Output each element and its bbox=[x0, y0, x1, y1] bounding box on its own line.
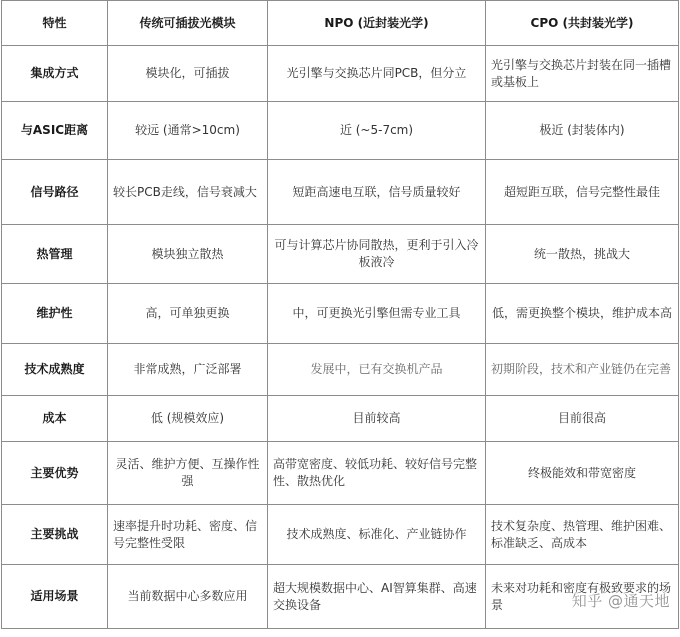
cell-pluggable: 灵活、维护方便、互操作性强 bbox=[108, 442, 268, 505]
table-row bbox=[2, 46, 679, 102]
table-row bbox=[2, 284, 679, 344]
cell-pluggable: 高，可单独更换 bbox=[108, 284, 268, 344]
cell-pluggable: 当前数据中心多数应用 bbox=[108, 565, 268, 629]
header-pluggable: 传统可插拔光模块 bbox=[108, 1, 268, 46]
row-label: 集成方式 bbox=[2, 46, 108, 102]
cell-npo: 近 (~5-7cm) bbox=[268, 102, 486, 160]
cell-npo: 可与计算芯片协同散热，更利于引入冷板液冷 bbox=[268, 225, 486, 284]
row-label: 主要挑战 bbox=[2, 505, 108, 565]
cell-npo: 高带宽密度、较低功耗、较好信号完整性、散热优化 bbox=[268, 442, 486, 505]
cell-npo: 发展中，已有交换机产品 bbox=[268, 344, 486, 396]
cell-cpo: 超短距互联，信号完整性最佳 bbox=[486, 160, 679, 225]
cell-pluggable: 低 (规模效应) bbox=[108, 396, 268, 442]
cell-pluggable: 模块化，可插拔 bbox=[108, 46, 268, 102]
header-cpo: CPO (共封装光学) bbox=[486, 1, 679, 46]
cell-cpo: 光引擎与交换芯片封装在同一插槽或基板上 bbox=[486, 46, 679, 102]
cell-cpo: 初期阶段，技术和产业链仍在完善 bbox=[486, 344, 679, 396]
cell-cpo: 终极能效和带宽密度 bbox=[486, 442, 679, 505]
cell-cpo: 统一散热，挑战大 bbox=[486, 225, 679, 284]
cell-npo: 短距高速电互联，信号质量较好 bbox=[268, 160, 486, 225]
watermark-text: 知乎 @通天地 bbox=[571, 592, 670, 610]
cell-npo: 技术成熟度、标准化、产业链协作 bbox=[268, 505, 486, 565]
table-row bbox=[2, 396, 679, 442]
row-label: 技术成熟度 bbox=[2, 344, 108, 396]
table-row bbox=[2, 225, 679, 284]
table-row bbox=[2, 505, 679, 565]
cell-pluggable: 模块独立散热 bbox=[108, 225, 268, 284]
cell-pluggable: 非常成熟，广泛部署 bbox=[108, 344, 268, 396]
table-row bbox=[2, 160, 679, 225]
row-label: 主要优势 bbox=[2, 442, 108, 505]
cell-cpo: 极近 (封装体内) bbox=[486, 102, 679, 160]
cell-pluggable: 较远 (通常>10cm) bbox=[108, 102, 268, 160]
cell-cpo: 目前很高 bbox=[486, 396, 679, 442]
cell-npo: 光引擎与交换芯片同PCB，但分立 bbox=[268, 46, 486, 102]
header-npo: NPO (近封装光学) bbox=[268, 1, 486, 46]
cell-cpo: 未来对功耗和密度有极致要求的场景 bbox=[486, 565, 679, 629]
row-label: 维护性 bbox=[2, 284, 108, 344]
row-label: 适用场景 bbox=[2, 565, 108, 629]
table-row bbox=[2, 344, 679, 396]
cell-npo: 中，可更换光引擎但需专业工具 bbox=[268, 284, 486, 344]
row-label: 信号路径 bbox=[2, 160, 108, 225]
row-label: 成本 bbox=[2, 396, 108, 442]
cell-npo: 超大规模数据中心、AI智算集群、高速交换设备 bbox=[268, 565, 486, 629]
header-row bbox=[2, 1, 679, 46]
comparison-table bbox=[1, 0, 679, 629]
cell-cpo: 低，需更换整个模块，维护成本高 bbox=[486, 284, 679, 344]
cell-cpo: 技术复杂度、热管理、维护困难、标准缺乏、高成本 bbox=[486, 505, 679, 565]
row-label: 热管理 bbox=[2, 225, 108, 284]
header-feature: 特性 bbox=[2, 1, 108, 46]
row-label: 与ASIC距离 bbox=[2, 102, 108, 160]
table-row bbox=[2, 442, 679, 505]
cell-npo: 目前较高 bbox=[268, 396, 486, 442]
cell-pluggable: 速率提升时功耗、密度、信号完整性受限 bbox=[108, 505, 268, 565]
table-row bbox=[2, 102, 679, 160]
cell-pluggable: 较长PCB走线，信号衰减大 bbox=[108, 160, 268, 225]
